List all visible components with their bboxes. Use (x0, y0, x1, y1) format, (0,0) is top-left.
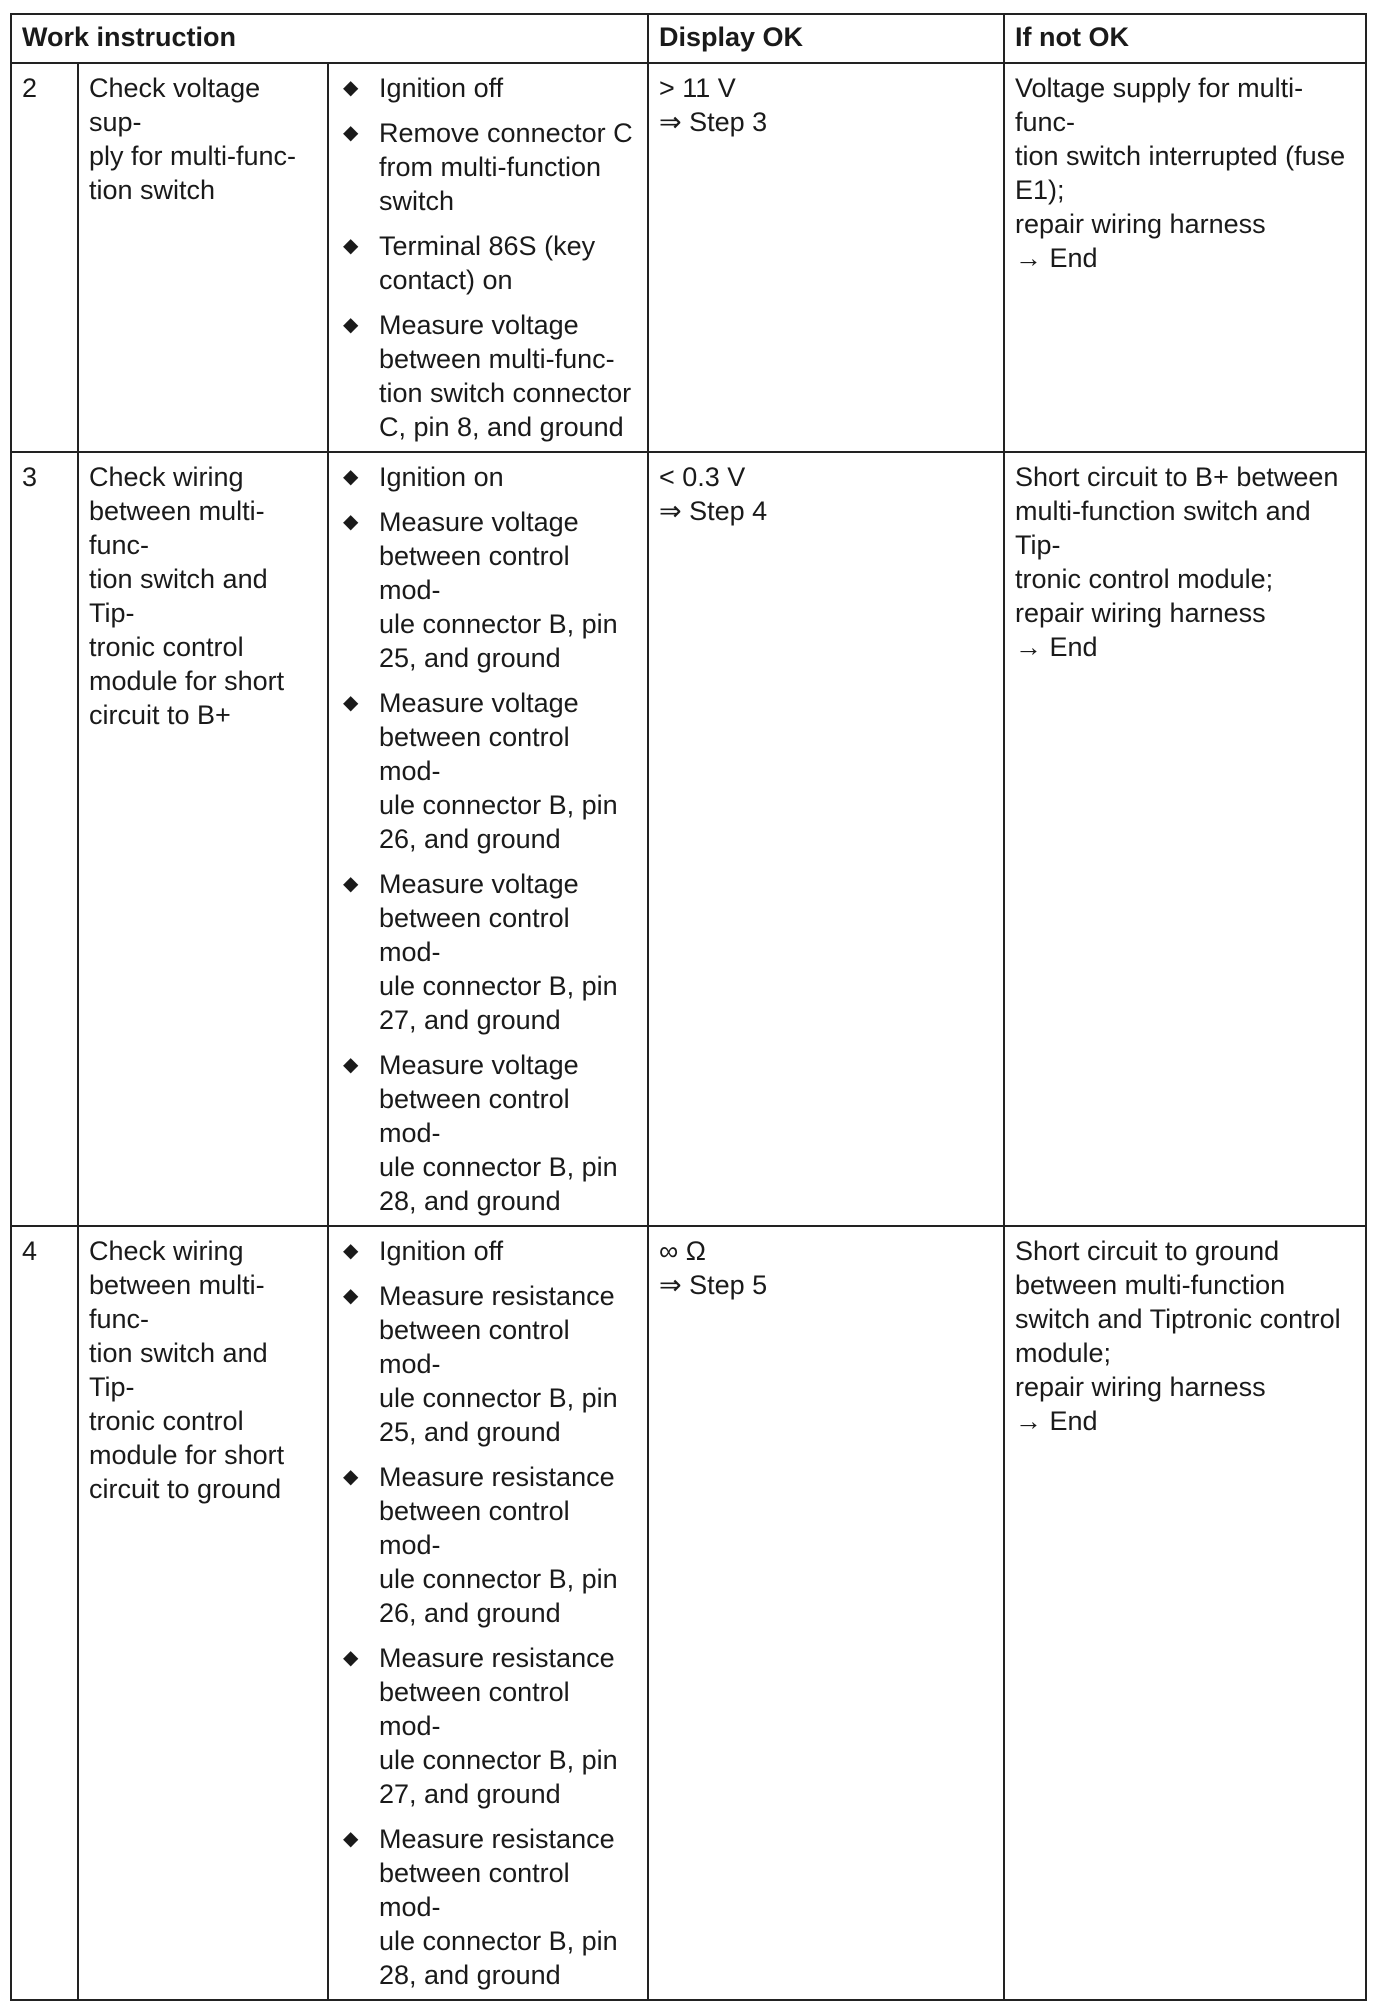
action-text: Measure voltage between control mod- ule connector B, pin 27, and ground (379, 869, 618, 1035)
step-number: 3 (11, 452, 78, 1226)
header-display-ok: Display OK (648, 14, 1004, 63)
step-number: 4 (11, 1226, 78, 2000)
action-text: Remove connector C from multi-function switch (379, 118, 633, 216)
if-not-ok-remedy: Short circuit to ground between multi-function switch and Tiptronic control module; repair wiring harness → End (1004, 1226, 1366, 2000)
action-list (339, 71, 637, 444)
action-text: Ignition on (379, 462, 504, 492)
table-body (11, 63, 1366, 2000)
diamond-bullet-icon: ◆ (343, 692, 359, 714)
diamond-bullet-icon: ◆ (343, 1054, 359, 1076)
action-item (339, 1641, 637, 1811)
action-item (339, 1460, 637, 1630)
diamond-bullet-icon: ◆ (343, 1828, 359, 1850)
action-item (339, 116, 637, 218)
action-item (339, 71, 637, 105)
action-text: Terminal 86S (key contact) on (379, 231, 596, 295)
header-if-not-ok: If not OK (1004, 14, 1366, 63)
check-description: Check voltage sup- ply for multi-func- tion switch (78, 63, 328, 452)
if-not-ok-remedy: Voltage supply for multi-func- tion switch interrupted (fuse E1); repair wiring harness → End (1004, 63, 1366, 452)
action-text: Measure resistance between control mod- ule connector B, pin 28, and ground (379, 1824, 618, 1990)
action-steps-cell (328, 63, 648, 452)
diamond-bullet-icon: ◆ (343, 511, 359, 533)
document-page (10, 13, 1365, 2001)
display-ok-value: ∞ Ω ⇒ Step 5 (648, 1226, 1004, 2000)
action-text: Ignition off (379, 1236, 504, 1266)
diamond-bullet-icon: ◆ (343, 1240, 359, 1262)
action-text: Measure voltage between control mod- ule connector B, pin 25, and ground (379, 507, 618, 673)
action-text: Measure voltage between control mod- ule connector B, pin 28, and ground (379, 1050, 618, 1216)
table-row (11, 452, 1366, 1226)
action-item (339, 460, 637, 494)
action-item (339, 686, 637, 856)
check-description: Check wiring between multi-func- tion switch and Tip- tronic control module for short circuit to B+ (78, 452, 328, 1226)
diamond-bullet-icon: ◆ (343, 873, 359, 895)
action-item (339, 1234, 637, 1268)
diamond-bullet-icon: ◆ (343, 1647, 359, 1669)
step-number: 2 (11, 63, 78, 452)
action-item (339, 1822, 637, 1992)
action-steps-cell (328, 1226, 648, 2000)
action-list (339, 460, 637, 1218)
action-item (339, 1048, 637, 1218)
display-ok-value: < 0.3 V ⇒ Step 4 (648, 452, 1004, 1226)
diamond-bullet-icon: ◆ (343, 1285, 359, 1307)
check-description: Check wiring between multi-func- tion switch and Tip- tronic control module for short circuit to ground (78, 1226, 328, 2000)
table-row (11, 1226, 1366, 2000)
action-item (339, 1279, 637, 1449)
header-work-instruction: Work instruction (11, 14, 648, 63)
action-list (339, 1234, 637, 1992)
action-text: Measure resistance between control mod- ule connector B, pin 25, and ground (379, 1281, 618, 1447)
diamond-bullet-icon: ◆ (343, 235, 359, 257)
action-text: Measure resistance between control mod- ule connector B, pin 27, and ground (379, 1643, 618, 1809)
diamond-bullet-icon: ◆ (343, 122, 359, 144)
diamond-bullet-icon: ◆ (343, 466, 359, 488)
diamond-bullet-icon: ◆ (343, 314, 359, 336)
action-item (339, 229, 637, 297)
diamond-bullet-icon: ◆ (343, 77, 359, 99)
action-steps-cell (328, 452, 648, 1226)
action-item (339, 505, 637, 675)
if-not-ok-remedy: Short circuit to B+ between multi-function switch and Tip- tronic control module; repair wiring harness → End (1004, 452, 1366, 1226)
action-item (339, 308, 637, 444)
diamond-bullet-icon: ◆ (343, 1466, 359, 1488)
action-item (339, 867, 637, 1037)
work-instruction-table (10, 13, 1367, 2001)
table-row (11, 63, 1366, 452)
action-text: Measure voltage between control mod- ule connector B, pin 26, and ground (379, 688, 618, 854)
header-row (11, 14, 1366, 63)
display-ok-value: > 11 V ⇒ Step 3 (648, 63, 1004, 452)
action-text: Measure resistance between control mod- ule connector B, pin 26, and ground (379, 1462, 618, 1628)
action-text: Ignition off (379, 73, 504, 103)
action-text: Measure voltage between multi-func- tion switch connector C, pin 8, and ground (379, 310, 632, 442)
